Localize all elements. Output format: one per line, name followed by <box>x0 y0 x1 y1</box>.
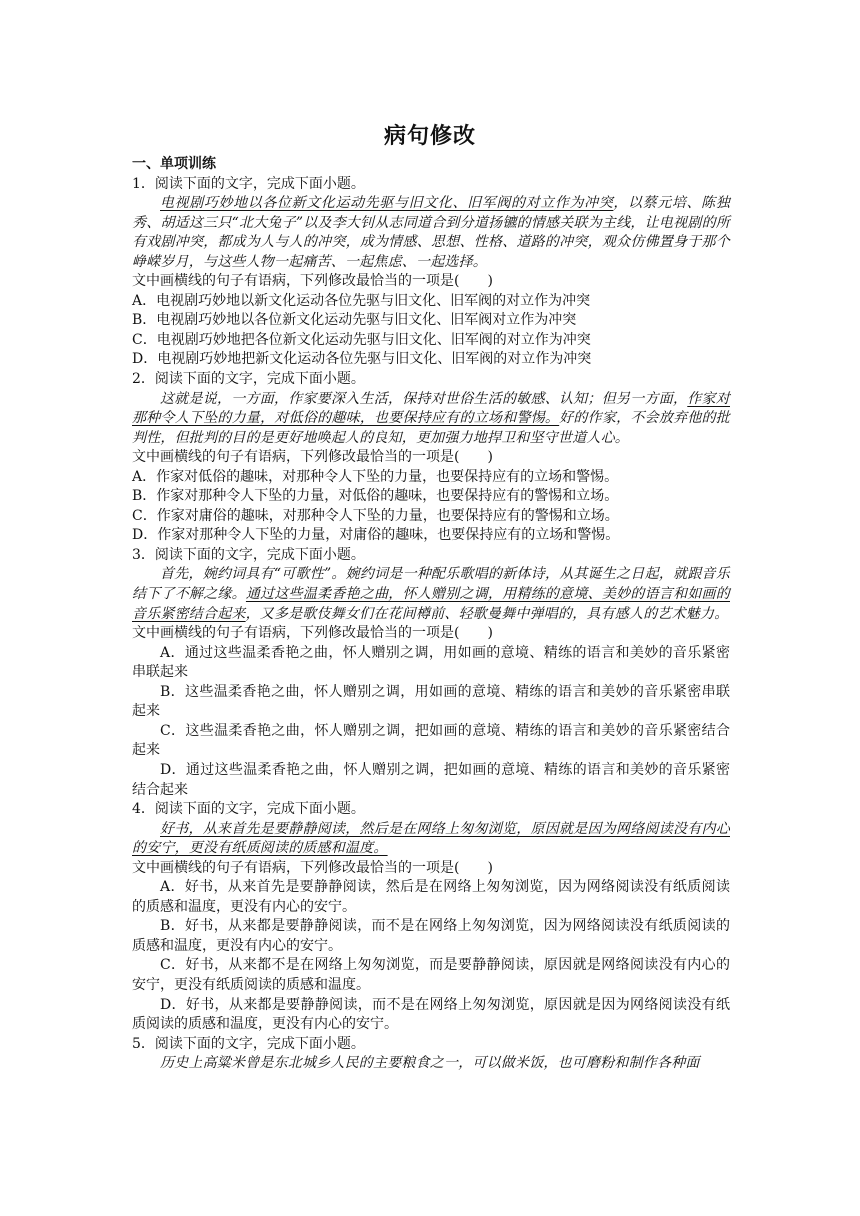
question-2-option-c: C．作家对庸俗的趣味，对那种令人下坠的力量，也要保持应有的警惕和立场。 <box>132 507 619 524</box>
question-2-heading: 2．阅读下面的文字，完成下面小题。 <box>132 371 365 388</box>
question-1-option-c: C．电视剧巧妙地把各位新文化运动先驱与旧文化、旧军阀的对立作为冲突 <box>132 331 591 348</box>
question-3-option-d: D．通过这些温柔香艳之曲，怀人赠别之调，把如画的意境、精练的语言和美妙的音乐紧密结合起来 <box>132 761 730 798</box>
question-1-passage <box>132 194 730 272</box>
question-4-prompt: 文中画横线的句子有语病，下列修改最恰当的一项是( ) <box>132 859 493 876</box>
document-body <box>132 155 730 1074</box>
question-4-option-d: D．好书，从来都是要静静阅读，而不是在网络上匆匆浏览，原因就是因为网络阅读没有纸质阅读的质感和温度，更没有内心的安宁。 <box>132 996 730 1033</box>
question-3-option-a: A．通过这些温柔香艳之曲，怀人赠别之调，用如画的意境、精练的语言和美妙的音乐紧密串联起来 <box>132 644 730 681</box>
question-3-option-c: C．这些温柔香艳之曲，怀人赠别之调，把如画的意境、精练的语言和美妙的音乐紧密结合起来 <box>132 722 730 759</box>
question-4-option-c: C．好书，从来都不是在网络上匆匆浏览，而是要静静阅读，原因就是网络阅读没有内心的安宁，更没有纸质阅读的质感和温度。 <box>132 957 730 993</box>
question-3-passage-start: 首先，婉约词具有“可歌性”。婉约词是一种配乐歌唱的新体诗，从其诞生之日起，就跟音乐结下了不解之缘。 <box>132 566 730 603</box>
question-3-underlined-sentence: 通过这些温柔香艳之曲，怀人赠别之调，用精练的意境、美妙的语言和如画的音乐紧密结合起来 <box>132 586 730 622</box>
question-1-passage-rest: ，以蔡元培、陈独秀、胡适这三只“北大兔子”以及李大钊从志同道合到分道扬镳的情感关联为主线，让电视剧的所有戏剧冲突，都成为人与人的冲突，成为情感、思想、性格、道路的冲突，观众仿佛置身于那个峥嵘岁月，与这些人物一起痛苦、一起焦虑、一起选择。 <box>132 195 730 270</box>
question-4-option-a: A．好书，从来首先是要静静阅读，然后是在网络上匆匆浏览，因为网络阅读没有纸质阅读的质感和温度，更没有内心的安宁。 <box>132 879 730 915</box>
question-1-heading: 1．阅读下面的文字，完成下面小题。 <box>132 175 365 192</box>
section-heading: 一、单项训练 <box>132 156 216 172</box>
question-2-option-b: B．作家对那种令人下坠的力量，对低俗的趣味，也要保持应有的警惕和立场。 <box>132 488 619 505</box>
question-5-passage: 历史上高粱米曾是东北城乡人民的主要粮食之一，可以做米饭，也可磨粉和制作各种面 <box>160 1055 700 1072</box>
question-5-heading: 5．阅读下面的文字，完成下面小题。 <box>132 1035 365 1052</box>
page-title: 病句修改 <box>383 124 476 149</box>
question-1-prompt: 文中画横线的句子有语病，下列修改最恰当的一项是( ) <box>132 273 493 290</box>
question-2-passage <box>132 390 730 449</box>
question-3-heading: 3．阅读下面的文字，完成下面小题。 <box>132 546 365 563</box>
question-2-passage-start: 这就是说，一方面，作家要深入生活，保持对世俗生活的敏感、认知；但另一方面， <box>160 390 688 407</box>
question-2-option-d: D．作家对那种令人下坠的力量，对庸俗的趣味，也要保持应有的立场和警惕。 <box>132 527 620 544</box>
question-2-passage-rest: 好的作家，不会放弃他的批判性，但批判的目的是更好地唤起人的良知，更加强力地捍卫和坚守世道人心。 <box>132 410 730 446</box>
question-3-prompt: 文中画横线的句子有语病，下列修改最恰当的一项是( ) <box>132 625 493 642</box>
question-2-underlined-sentence: 作家对那种令人下坠的力量，对低俗的趣味，也要保持应有的立场和警惕。 <box>132 390 730 427</box>
question-4-underlined-sentence: 好书，从来首先是要静静阅读，然后是在网络上匆匆浏览，原因就是因为网络阅读没有内心的安宁，更没有纸质阅读的质感和温度。 <box>132 820 730 857</box>
question-1-option-b: B．电视剧巧妙地以各位新文化运动先驱与旧文化、旧军阀对立作为冲突 <box>132 312 577 329</box>
question-4-passage <box>132 820 730 859</box>
question-2-option-a: A．作家对低俗的趣味，对那种令人下坠的力量，也要保持应有的立场和警惕。 <box>132 468 619 485</box>
question-4-heading: 4．阅读下面的文字，完成下面小题。 <box>132 801 365 818</box>
question-1-option-d: D．电视剧巧妙地把新文化运动各位先驱与旧文化、旧军阀的对立作为冲突 <box>132 351 592 368</box>
question-3-passage <box>132 565 730 624</box>
question-4-option-b: B．好书，从来都是要静静阅读，而不是在网络上匆匆浏览，因为网络阅读没有纸质阅读的质感和温度，更没有内心的安宁。 <box>132 918 730 954</box>
question-3-option-b: B．这些温柔香艳之曲，怀人赠别之调，用如画的意境、精练的语言和美妙的音乐紧密串联起来 <box>132 683 730 720</box>
question-3-passage-rest: ，又多是歌伎舞女们在花间樽前、轻歌曼舞中弹唱的，具有感人的艺术魅力。 <box>245 605 729 622</box>
question-1-underlined-sentence: 电视剧巧妙地以各位新文化运动先驱与旧文化、旧军阀的对立作为冲突 <box>160 195 614 212</box>
question-2-prompt: 文中画横线的句子有语病，下列修改最恰当的一项是( ) <box>132 449 493 466</box>
question-1-option-a: A．电视剧巧妙地以新文化运动各位先驱与旧文化、旧军阀的对立作为冲突 <box>132 292 591 309</box>
